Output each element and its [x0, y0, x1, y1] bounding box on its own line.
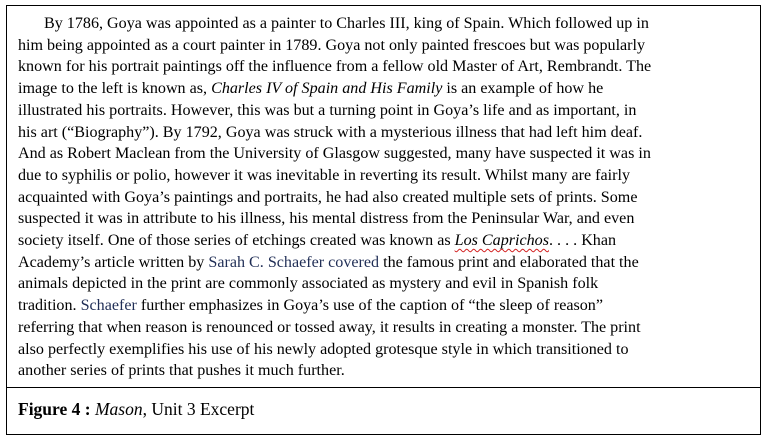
excerpt-line: image to the left is known as, Charles IV of Spain and His Family is an example of how he: [18, 80, 604, 98]
figure-title-italic: Mason: [94, 399, 143, 419]
excerpt-line: society itself. One of those series of etchings created was known as Los Caprichos. . . . Khan: [18, 232, 617, 250]
figure-caption: [18, 397, 254, 421]
etching-series-title: Los Caprichos: [454, 232, 549, 250]
excerpt-line: him being appointed as a court painter in 1789. Goya not only painted frescoes but was popularly: [18, 36, 646, 54]
author-surname: Schaefer: [80, 297, 137, 315]
excerpt-line: another series of prints that pushes it much further.: [18, 362, 345, 380]
excerpt-line: tradition. Schaefer further emphasizes in Goya’s use of the caption of “the sleep of reason”: [18, 297, 603, 315]
excerpt-line: acquainted with Goya’s paintings and portraits, he had also created multiple sets of prints. Some: [18, 188, 638, 206]
caption-divider: [7, 387, 760, 388]
painting-title: Charles IV of Spain and His Family: [211, 80, 443, 98]
figure-frame: [6, 5, 761, 435]
excerpt-line: due to syphilis or polio, however it was inevitable in reverting its result. Whilst many are fairly: [18, 166, 631, 184]
excerpt-line: illustrated his portraits. However, this was but a turning point in Goya’s life and as important, in: [18, 101, 637, 119]
excerpt-line: Academy’s article written by Sarah C. Schaefer covered the famous print and elaborated that the: [18, 253, 639, 271]
excerpt-line: animals depicted in the print are commonly associated as mystery and evil in Spanish folk: [18, 275, 599, 293]
excerpt-line: his art (“Biography”). By 1792, Goya was struck with a mysterious illness that had left him deaf.: [18, 123, 643, 141]
excerpt-line: suspected it was in attribute to his illness, his mental distress from the Peninsular War, and even: [18, 210, 635, 228]
excerpt-line: referring that when reason is renounced or tossed away, it results in creating a monster. The print: [18, 318, 641, 336]
author-name: Sarah C. Schaefer covered: [208, 253, 380, 271]
figure-title-rest: , Unit 3 Excerpt: [142, 399, 255, 419]
excerpt-line: By 1786, Goya was appointed as a painter to Charles III, king of Spain. Which followed up in: [44, 15, 649, 32]
excerpt-text-block: [7, 6, 760, 387]
figure-label: Figure 4 :: [18, 399, 91, 419]
excerpt-line: also perfectly exemplifies his use of his newly adopted grotesque style in which transitioned to: [18, 340, 629, 358]
excerpt-line: known for his portrait paintings off the influence from a fellow old Master of Art, Rembrandt. The: [18, 58, 652, 76]
excerpt-line: And as Robert Maclean from the University of Glasgow suggested, many have suspected it was in: [18, 145, 651, 163]
